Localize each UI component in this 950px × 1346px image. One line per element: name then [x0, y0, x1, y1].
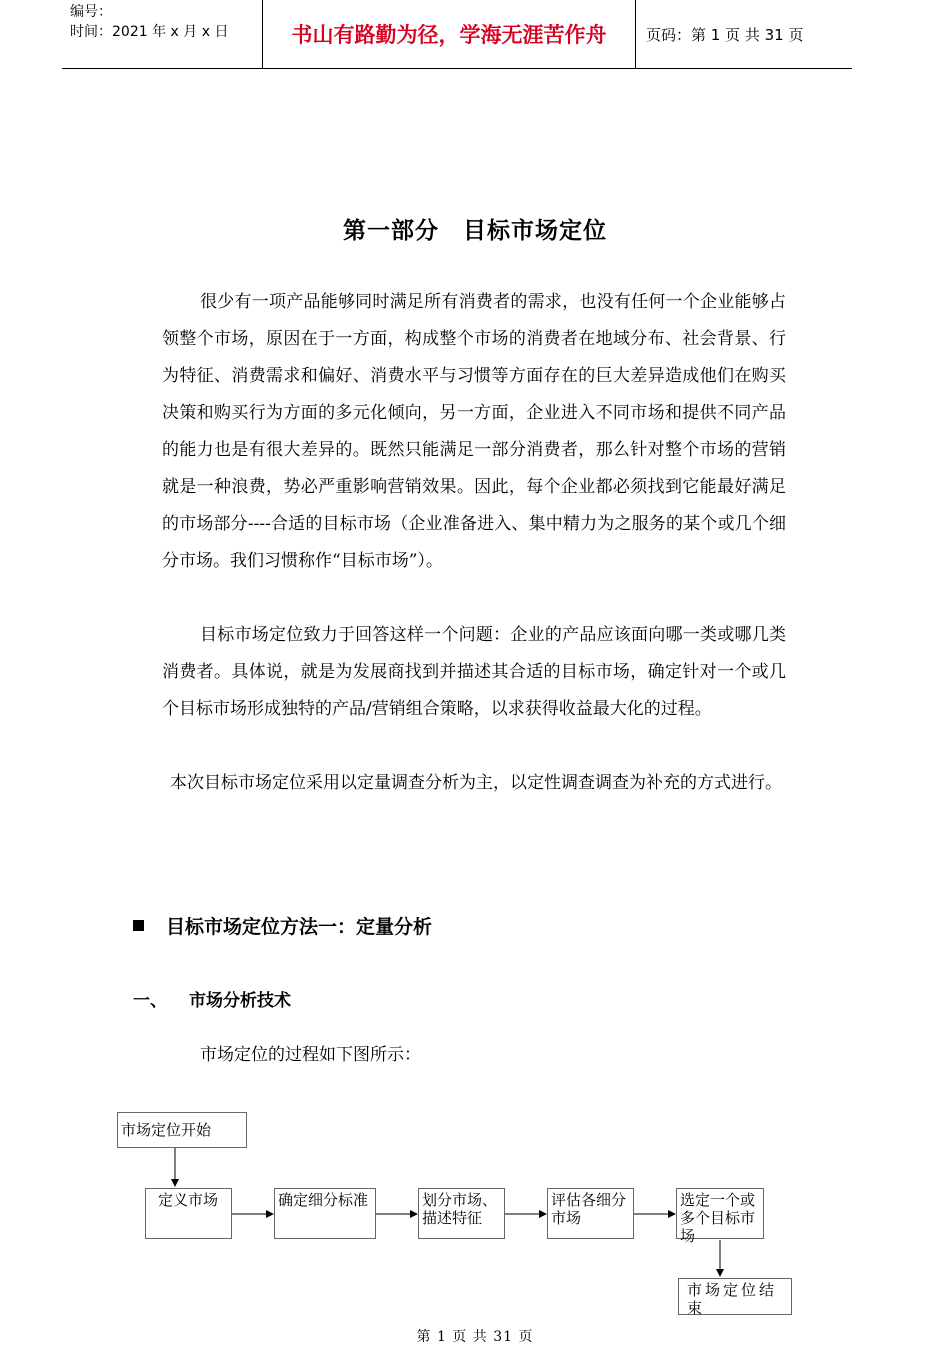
flowchart-step-box: 选定一个或多个目标市场	[676, 1188, 764, 1239]
flowchart-step-box: 定义市场	[145, 1188, 232, 1239]
flowchart-step-box: 评估各细分市场	[547, 1188, 634, 1239]
page-footer: 第 1 页 共 31 页	[416, 1329, 534, 1345]
flowchart-end-box: 市场定位结束	[678, 1278, 792, 1315]
paragraph: 目标市场定位致力于回答这样一个问题：企业的产品应该面向哪一类或哪几类消费者。具体说，就是为发展商找到并描述其合适的目标市场，确定针对一个或几个目标市场形成独特的产品/营销组合策略，以求获得收益最大化的过程。	[162, 625, 786, 719]
paragraph: 本次目标市场定位采用以定量调查分析为主，以定性调查调查为补充的方式进行。	[170, 773, 782, 793]
title-topic: 目标市场定位	[463, 218, 607, 244]
header-motto: 书山有路勤为径，学海无涯苦作舟	[291, 23, 607, 47]
subsection-title: 市场分析技术	[189, 991, 291, 1011]
flowchart-step-box: 划分市场、描述特征	[418, 1188, 505, 1239]
document-time-label: 时间：2021 年 x 月 x 日	[70, 24, 229, 40]
document-number-label: 编号：	[70, 4, 112, 20]
title-part: 第一部分	[343, 218, 439, 244]
flowchart-intro: 市场定位的过程如下图所示：	[200, 1045, 421, 1065]
flowchart-step-box: 确定细分标准	[274, 1188, 376, 1239]
section-heading-text: 目标市场定位方法一：定量分析	[166, 916, 433, 938]
header-page-number: 页码：第 1 页 共 31 页	[646, 25, 804, 44]
paragraph: 很少有一项产品能够同时满足所有消费者的需求，也没有任何一个企业能够占领整个市场，原因在于一方面，构成整个市场的消费者在地域分布、社会背景、行为特征、消费需求和偏好、消费水平与习惯等方面存在的巨大差异造成他们在购买决策和购买行为方面的多元化倾向，另一方面，企业进入不同市场和提供不同产品的能力也是有很大差异的。既然只能满足一部分消费者，那么针对整个市场的营销就是一种浪费，势必严重影响营销效果。因此，每个企业都必须找到它能最好满足的市场部分----合适的目标市场（企业准备进入、集中精力为之服务的某个或几个细分市场。我们习惯称作“目标市场”）。	[162, 292, 786, 571]
flowchart-start-box: 市场定位开始	[117, 1112, 247, 1148]
subsection-number: 一、	[133, 991, 167, 1011]
